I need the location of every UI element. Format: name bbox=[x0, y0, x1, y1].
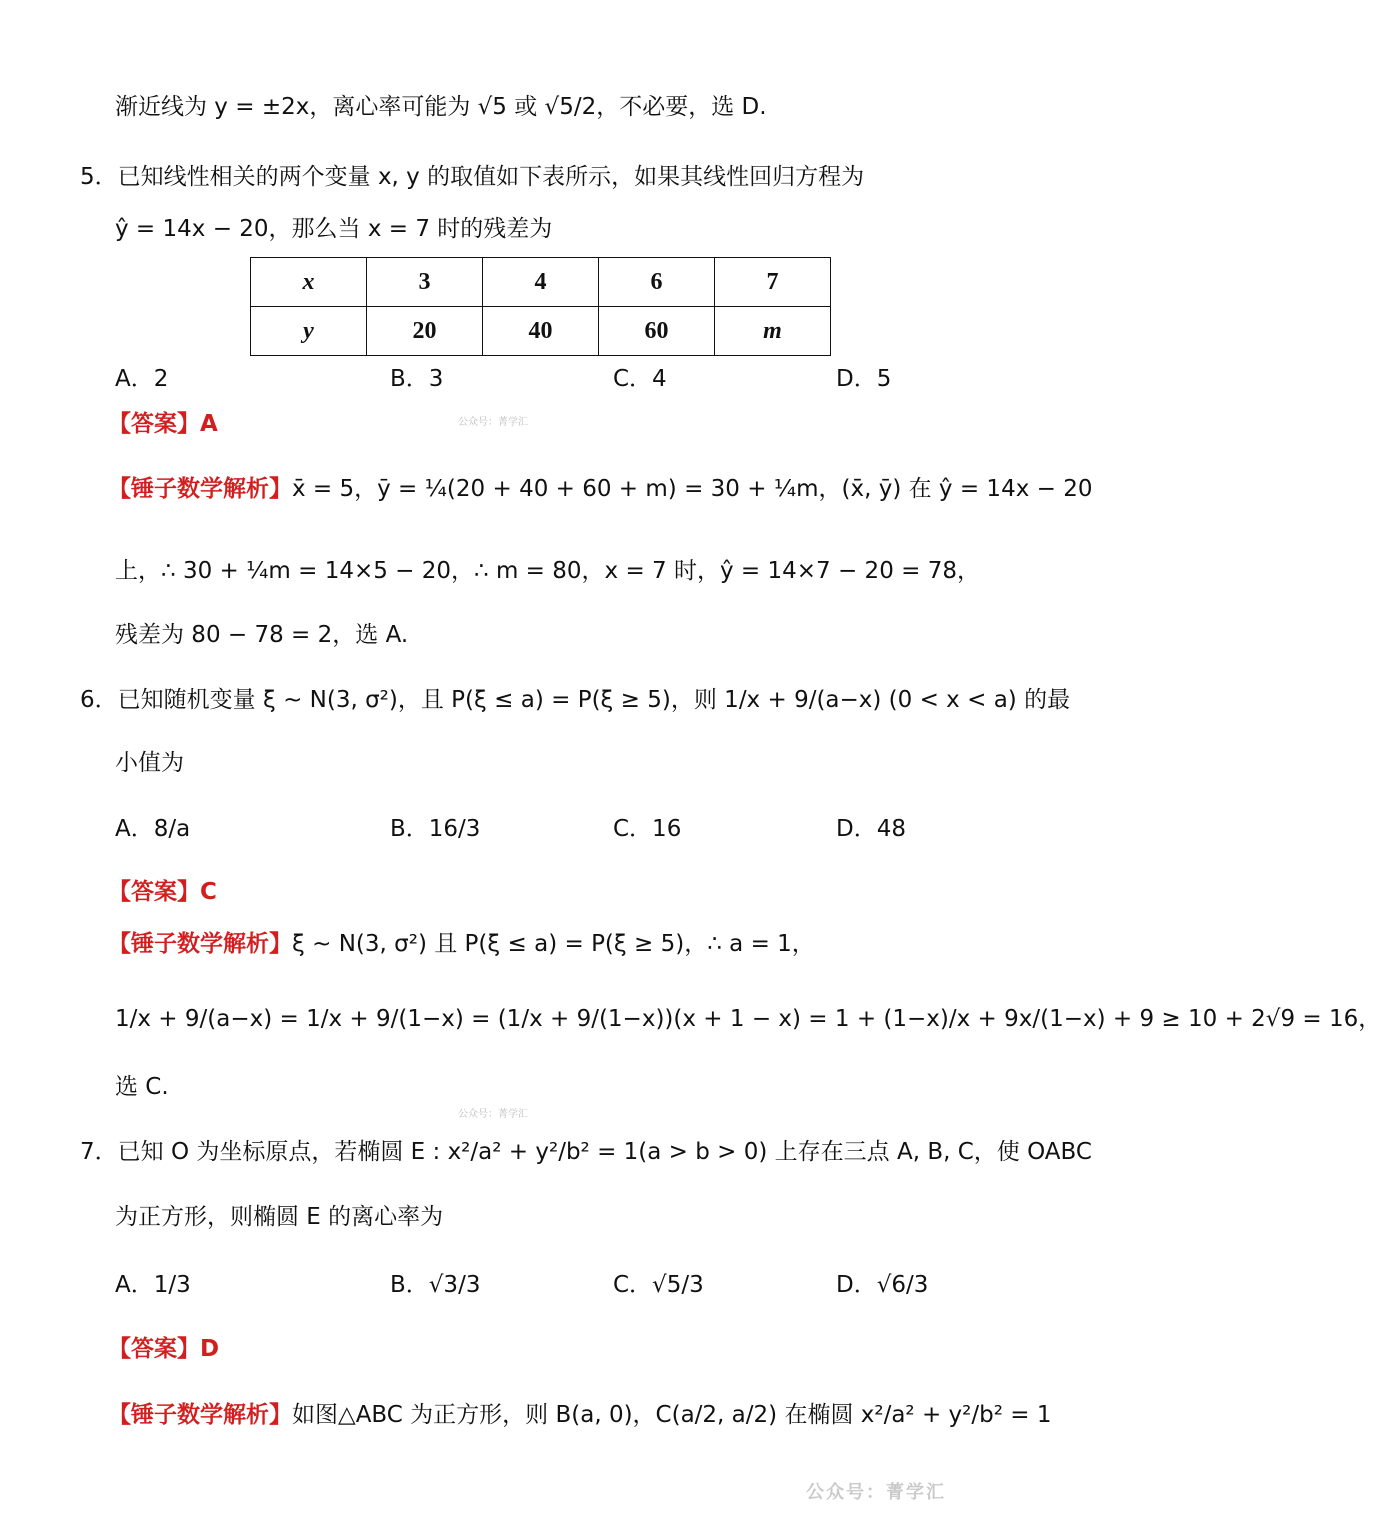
analysis-label: 【锤子数学解析】 bbox=[108, 931, 292, 957]
q6-solution-1: 【锤子数学解析】ξ ~ N(3, σ²) 且 P(ξ ≤ a) = P(ξ ≥ 5)，∴ a = 1， bbox=[108, 931, 815, 957]
line-asymptote: 渐近线为 y = ±2x，离心率可能为 √5 或 √5/2，不必要，选 D. bbox=[115, 94, 767, 120]
question-6-stem-cont: 小值为 bbox=[115, 750, 184, 776]
table-cell: m bbox=[715, 307, 831, 356]
table-row-x bbox=[251, 258, 831, 307]
q7-option-a: A．1/3 bbox=[115, 1272, 191, 1298]
q5-option-b: B．3 bbox=[390, 366, 444, 392]
q5-solution-1: 【锤子数学解析】x̄ = 5，ȳ = ¼(20 + 40 + 60 + m) = 30 + ¼m，(x̄, ȳ) 在 ŷ = 14x − 20 bbox=[108, 476, 1093, 502]
q7-option-c: C．√5/3 bbox=[613, 1272, 704, 1298]
table-cell: x bbox=[251, 258, 367, 307]
q6-solution-2: 1/x + 9/(a−x) = 1/x + 9/(1−x) = (1/x + 9/(1−x))(x + 1 − x) = 1 + (1−x)/x + 9x/(1−x) + 9 ≥ 10 + 2√9 = 16， bbox=[115, 1006, 1381, 1032]
table-cell: 40 bbox=[483, 307, 599, 356]
question-6-stem: 6．已知随机变量 ξ ~ N(3, σ²)，且 P(ξ ≤ a) = P(ξ ≥ 5)，则 1/x + 9/(a−x) (0 < x < a) 的最 bbox=[80, 687, 1071, 713]
q5-option-a: A．2 bbox=[115, 366, 169, 392]
q6-option-b: B．16/3 bbox=[390, 816, 481, 842]
watermark-small: 公众号：菁学汇 bbox=[458, 417, 528, 428]
question-7-stem: 7．已知 O 为坐标原点，若椭圆 E : x²/a² + y²/b² = 1(a > b > 0) 上存在三点 A, B, C，使 OABC bbox=[80, 1139, 1092, 1165]
table-cell: 20 bbox=[367, 307, 483, 356]
question-7-stem-cont: 为正方形，则椭圆 E 的离心率为 bbox=[115, 1204, 444, 1230]
table-row-y bbox=[251, 307, 831, 356]
table-cell: 7 bbox=[715, 258, 831, 307]
table-cell: 4 bbox=[483, 258, 599, 307]
q7-option-d: D．√6/3 bbox=[836, 1272, 929, 1298]
table-cell: 6 bbox=[599, 258, 715, 307]
q5-option-c: C．4 bbox=[613, 366, 667, 392]
answer-q7: 【答案】D bbox=[108, 1336, 220, 1362]
q5-solution-2: 上，∴ 30 + ¼m = 14×5 − 20，∴ m = 80，x = 7 时，ŷ = 14×7 − 20 = 78， bbox=[115, 558, 980, 584]
q6-solution-3: 选 C. bbox=[115, 1074, 169, 1100]
watermark-footer: 公众号：菁学汇 bbox=[806, 1482, 946, 1503]
question-5-stem: 5．已知线性相关的两个变量 x, y 的取值如下表所示，如果其线性回归方程为 bbox=[80, 164, 865, 190]
answer-q6: 【答案】C bbox=[108, 879, 217, 905]
analysis-label: 【锤子数学解析】 bbox=[108, 1402, 292, 1428]
q7-solution-1: 【锤子数学解析】如图△ABC 为正方形，则 B(a, 0)，C(a/2, a/2) 在椭圆 x²/a² + y²/b² = 1 bbox=[108, 1402, 1052, 1428]
table-cell: 60 bbox=[599, 307, 715, 356]
q6-option-a: A．8/a bbox=[115, 816, 191, 842]
q6-option-c: C．16 bbox=[613, 816, 682, 842]
table-cell: 3 bbox=[367, 258, 483, 307]
answer-q5: 【答案】A bbox=[108, 411, 218, 437]
table-cell: y bbox=[251, 307, 367, 356]
watermark-small-2: 公众号：菁学汇 bbox=[458, 1109, 528, 1120]
q6-option-d: D．48 bbox=[836, 816, 906, 842]
question-5-stem-cont: ŷ = 14x − 20，那么当 x = 7 时的残差为 bbox=[115, 216, 553, 242]
data-table bbox=[250, 257, 831, 356]
q7-option-b: B．√3/3 bbox=[390, 1272, 481, 1298]
q5-solution-3: 残差为 80 − 78 = 2，选 A. bbox=[115, 622, 409, 648]
analysis-label: 【锤子数学解析】 bbox=[108, 476, 292, 502]
q5-option-d: D．5 bbox=[836, 366, 892, 392]
